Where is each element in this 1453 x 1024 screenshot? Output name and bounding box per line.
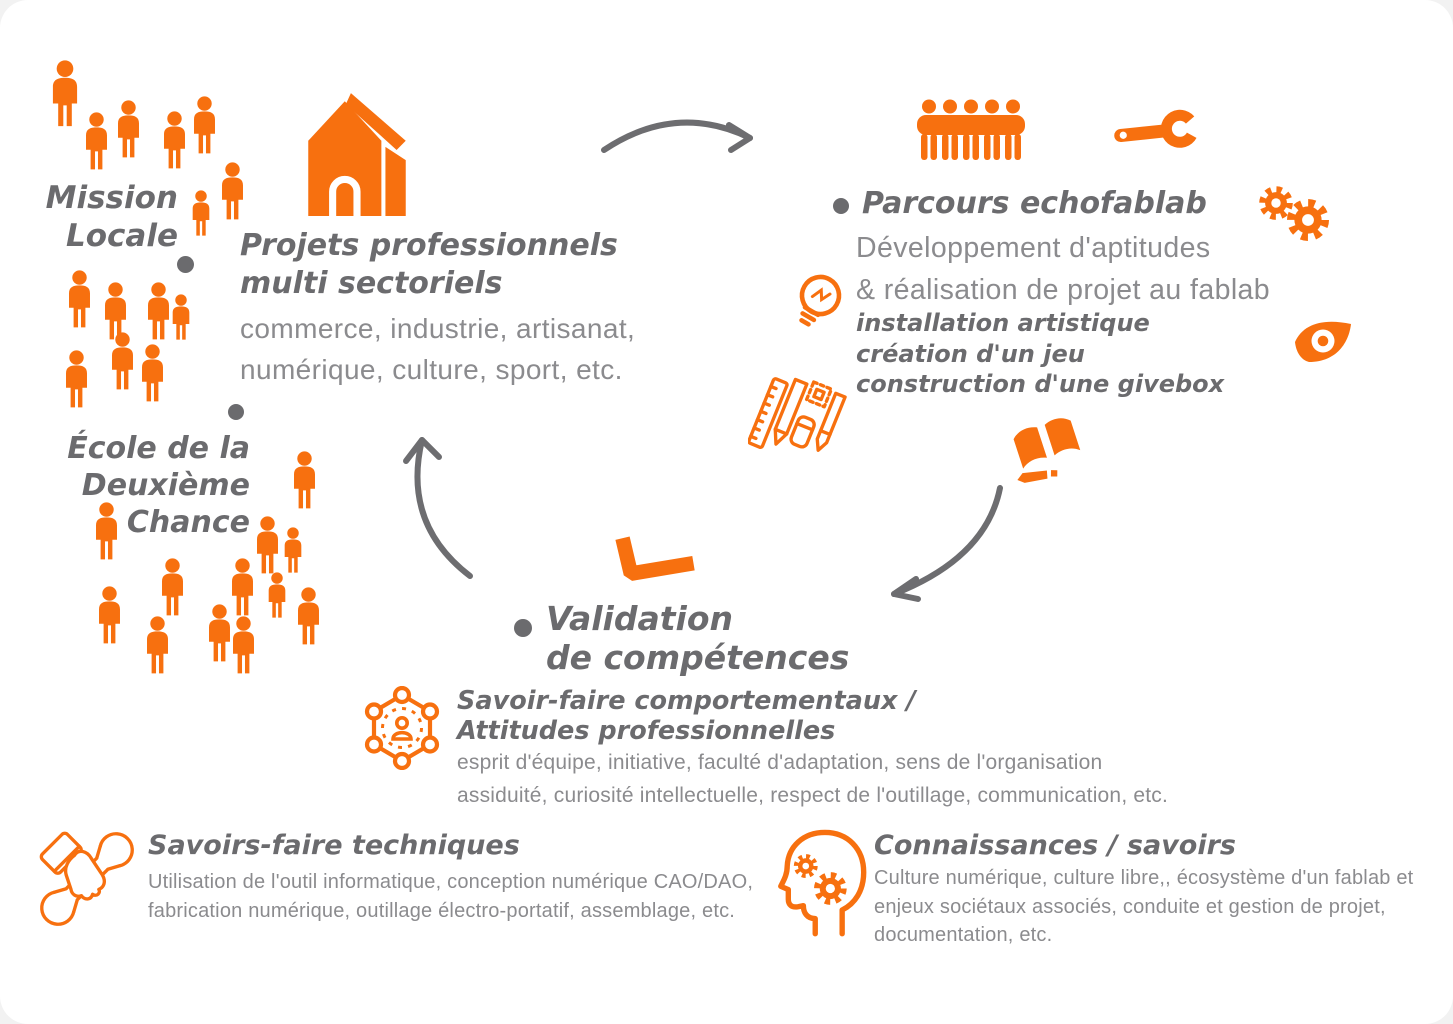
- person-icon: [136, 344, 169, 403]
- drafting-tools-icon: [748, 368, 860, 480]
- eye-icon: [1293, 318, 1355, 368]
- hand-wrench-icon: [28, 820, 146, 938]
- parcours-desc-line-1: Développement d'aptitudes: [856, 232, 1211, 264]
- mission-line-1: Mission: [45, 180, 178, 216]
- person-icon: [227, 616, 260, 675]
- arrow-right-icon: [598, 98, 758, 164]
- projets-title-line-2: multi sectoriels: [240, 266, 503, 301]
- parcours-title: Parcours echofablab: [862, 186, 1207, 221]
- projets-desc-line-1: commerce, industrie, artisanat,: [240, 313, 636, 344]
- ecole-label: [30, 430, 250, 541]
- team-icon: [915, 98, 1027, 176]
- validation-line-2: de compétences: [546, 638, 850, 677]
- comportementaux-desc-line-2: assiduité, curiosité intellectuelle, respect de l'outillage, communication, etc.: [457, 784, 1169, 807]
- validation-title: [546, 599, 849, 677]
- parcours-examples: [856, 308, 1224, 400]
- comportementaux-title-line-2: Attitudes professionnelles: [457, 716, 836, 746]
- bullet-dot: [833, 198, 849, 214]
- ecole-line-2: Deuxième: [81, 468, 250, 503]
- gear-icon: [1283, 195, 1333, 245]
- mission-line-2: Locale: [66, 218, 178, 254]
- person-icon: [141, 616, 174, 675]
- open-book-icon: [1008, 412, 1088, 484]
- projets-desc-line-2: numérique, culture, sport, etc.: [240, 354, 623, 385]
- people-network-icon: [360, 686, 444, 770]
- bullet-dot: [514, 619, 532, 637]
- parcours-example-2: création d'un jeu: [856, 339, 1085, 368]
- parcours-desc-line-2: & réalisation de projet au fablab: [856, 274, 1271, 306]
- bullet-dot: [177, 256, 194, 273]
- connaissances-title: Connaissances / savoirs: [874, 830, 1236, 861]
- check-icon: [612, 534, 704, 582]
- validation-line-1: Validation: [546, 599, 734, 638]
- person-icon: [188, 190, 214, 237]
- person-icon: [112, 100, 145, 159]
- person-icon: [168, 294, 194, 341]
- techniques-desc-line-1: Utilisation de l'outil informatique, conception numérique CAO/DAO,: [148, 871, 754, 893]
- person-icon: [156, 558, 189, 617]
- arrow-down-left-icon: [880, 478, 1010, 608]
- comportementaux-title: [457, 686, 916, 746]
- comportementaux-description: [457, 746, 1168, 812]
- person-icon: [63, 270, 96, 329]
- projets-title-line-1: Projets professionnels: [240, 228, 618, 263]
- parcours-description: [856, 227, 1270, 311]
- person-icon: [288, 451, 321, 510]
- comportementaux-title-line-1: Savoir-faire comportementaux /: [457, 686, 916, 716]
- person-icon: [292, 587, 325, 646]
- head-gears-icon: [776, 826, 876, 938]
- person-icon: [216, 162, 249, 221]
- mission-locale-label: [14, 179, 178, 255]
- person-icon: [60, 350, 93, 409]
- connaissances-desc-line-2: enjeux sociétaux associés, conduite et gestion de projet,: [874, 895, 1386, 918]
- person-icon: [158, 111, 191, 170]
- techniques-description: [148, 868, 753, 925]
- comportementaux-desc-line-1: esprit d'équipe, initiative, faculté d'adaptation, sens de l'organisation: [457, 751, 1103, 774]
- arrow-up-icon: [398, 432, 488, 582]
- person-icon: [93, 586, 126, 645]
- connaissances-desc-line-1: Culture numérique, culture libre,, écosystème d'un fablab et: [874, 867, 1414, 889]
- person-icon: [264, 572, 290, 619]
- person-icon: [106, 332, 139, 391]
- ecole-line-3: Chance: [126, 505, 250, 540]
- person-icon: [280, 527, 306, 574]
- techniques-desc-line-2: fabrication numérique, outillage électro-portatif, assemblage, etc.: [148, 899, 736, 922]
- projets-title: [240, 227, 618, 303]
- bullet-dot: [228, 404, 244, 420]
- ecole-line-1: École de la: [67, 431, 250, 466]
- parcours-example-1: installation artistique: [856, 309, 1150, 337]
- connaissances-desc-line-3: documentation, etc.: [874, 924, 1053, 946]
- techniques-title: Savoirs-faire techniques: [148, 830, 520, 861]
- parcours-example-3: construction d'une givebox: [856, 370, 1225, 398]
- person-icon: [188, 96, 221, 155]
- wrench-icon: [1112, 104, 1206, 158]
- connaissances-description: [874, 864, 1413, 950]
- house-icon: [302, 88, 412, 220]
- projets-description: [240, 308, 635, 390]
- person-icon: [46, 60, 84, 128]
- lightbulb-icon: [778, 262, 852, 348]
- person-icon: [80, 112, 113, 171]
